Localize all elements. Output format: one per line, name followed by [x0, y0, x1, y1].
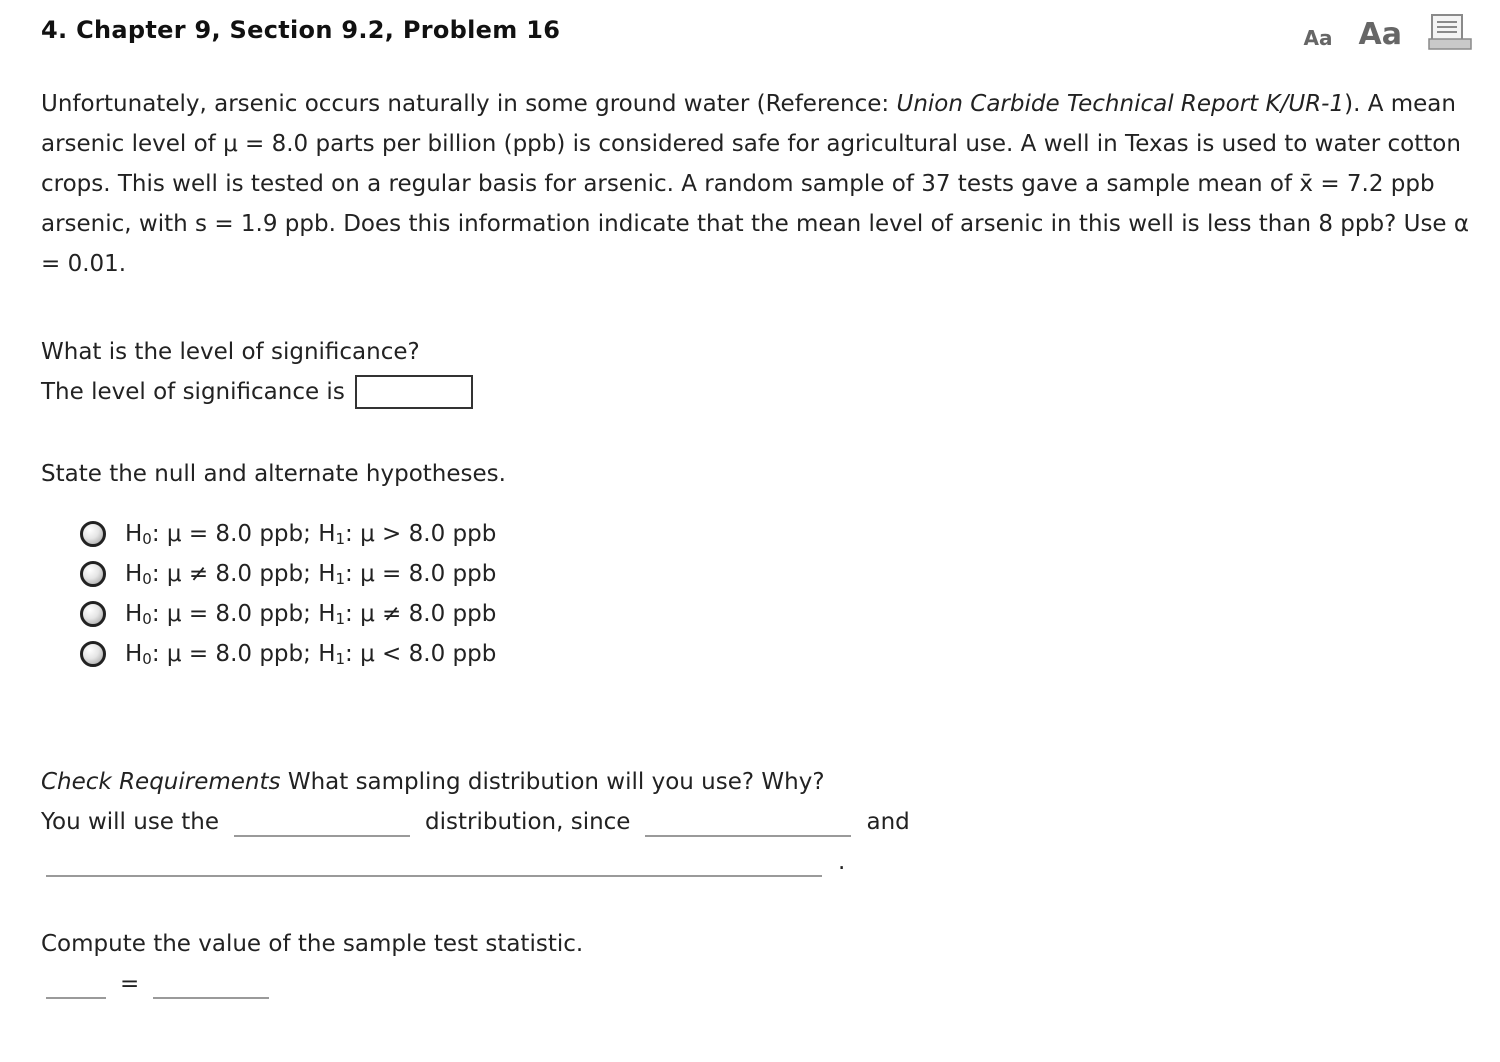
print-icon[interactable] — [1428, 14, 1472, 50]
requirements-question: Check Requirements What sampling distribution will you use? Why? — [41, 769, 825, 795]
font-size-large-button[interactable]: Aa — [1358, 17, 1402, 52]
statistic-symbol-dropdown[interactable] — [46, 969, 106, 999]
hypotheses-options — [80, 514, 496, 674]
radio-button[interactable] — [80, 641, 106, 667]
statistic-value-input[interactable] — [153, 969, 269, 999]
requirements-end-period: . — [838, 849, 846, 875]
reason-dropdown-1[interactable] — [645, 807, 851, 837]
requirements-section — [41, 762, 910, 882]
radio-button[interactable] — [80, 521, 106, 547]
hypothesis-option-3[interactable] — [80, 594, 496, 634]
reason-dropdown-2[interactable] — [46, 847, 822, 877]
statistic-equals: = — [120, 971, 140, 997]
statistic-question: Compute the value of the sample test statistic. — [41, 931, 584, 957]
problem-title: 4. Chapter 9, Section 9.2, Problem 16 — [41, 16, 561, 44]
hypothesis-option-1[interactable] — [80, 514, 496, 554]
requirements-middle: distribution, since — [425, 809, 631, 835]
hypothesis-option-label: $H_0$: μ ≠ 8.0 ppb; $H_1$: μ = 8.0 ppb — [125, 561, 497, 588]
radio-button[interactable] — [80, 601, 106, 627]
hypothesis-option-4[interactable] — [80, 634, 496, 674]
hypothesis-option-label: $H_0$: μ = 8.0 ppb; $H_1$: μ < 8.0 ppb — [125, 641, 497, 668]
font-size-small-button[interactable]: Aa — [1303, 26, 1333, 50]
hypotheses-question: State the null and alternate hypotheses. — [41, 461, 506, 487]
problem-statement — [41, 84, 1471, 284]
requirements-label: Check Requirements — [41, 769, 281, 795]
problem-text-start: Unfortunately, arsenic occurs naturally in some ground water (Reference: — [41, 91, 897, 117]
significance-question: What is the level of significance? — [41, 339, 420, 365]
significance-prompt: The level of significance is — [41, 379, 345, 405]
requirements-suffix: and — [866, 809, 910, 835]
statistic-section — [41, 924, 583, 1004]
significance-input[interactable] — [355, 375, 473, 409]
problem-reference: Union Carbide Technical Report K/UR-1 — [896, 91, 1345, 117]
requirements-prefix: You will use the — [41, 809, 220, 835]
hypothesis-option-label: $H_0$: μ = 8.0 ppb; $H_1$: μ ≠ 8.0 ppb — [125, 601, 497, 628]
significance-section — [41, 332, 473, 412]
distribution-dropdown[interactable] — [234, 807, 410, 837]
hypothesis-option-2[interactable] — [80, 554, 496, 594]
hypothesis-option-label: $H_0$: μ = 8.0 ppb; $H_1$: μ > 8.0 ppb — [125, 521, 497, 548]
radio-button[interactable] — [80, 561, 106, 587]
problem-text-end: ). A mean arsenic level of μ = 8.0 parts per billion (ppb) is considered safe for agricultural use. A well in Texas is used to water cotton crops. This well is tested on a regular basis for arsenic. A random sample of 37 tests gave a sample mean of x̄ = 7.2 ppb arsenic, with s = 1.9 ppb. Does this information indicate that the mean level of arsenic in this well is less than 8 ppb? Use α = 0.01. — [41, 91, 1470, 277]
toolbar — [1304, 14, 1472, 50]
